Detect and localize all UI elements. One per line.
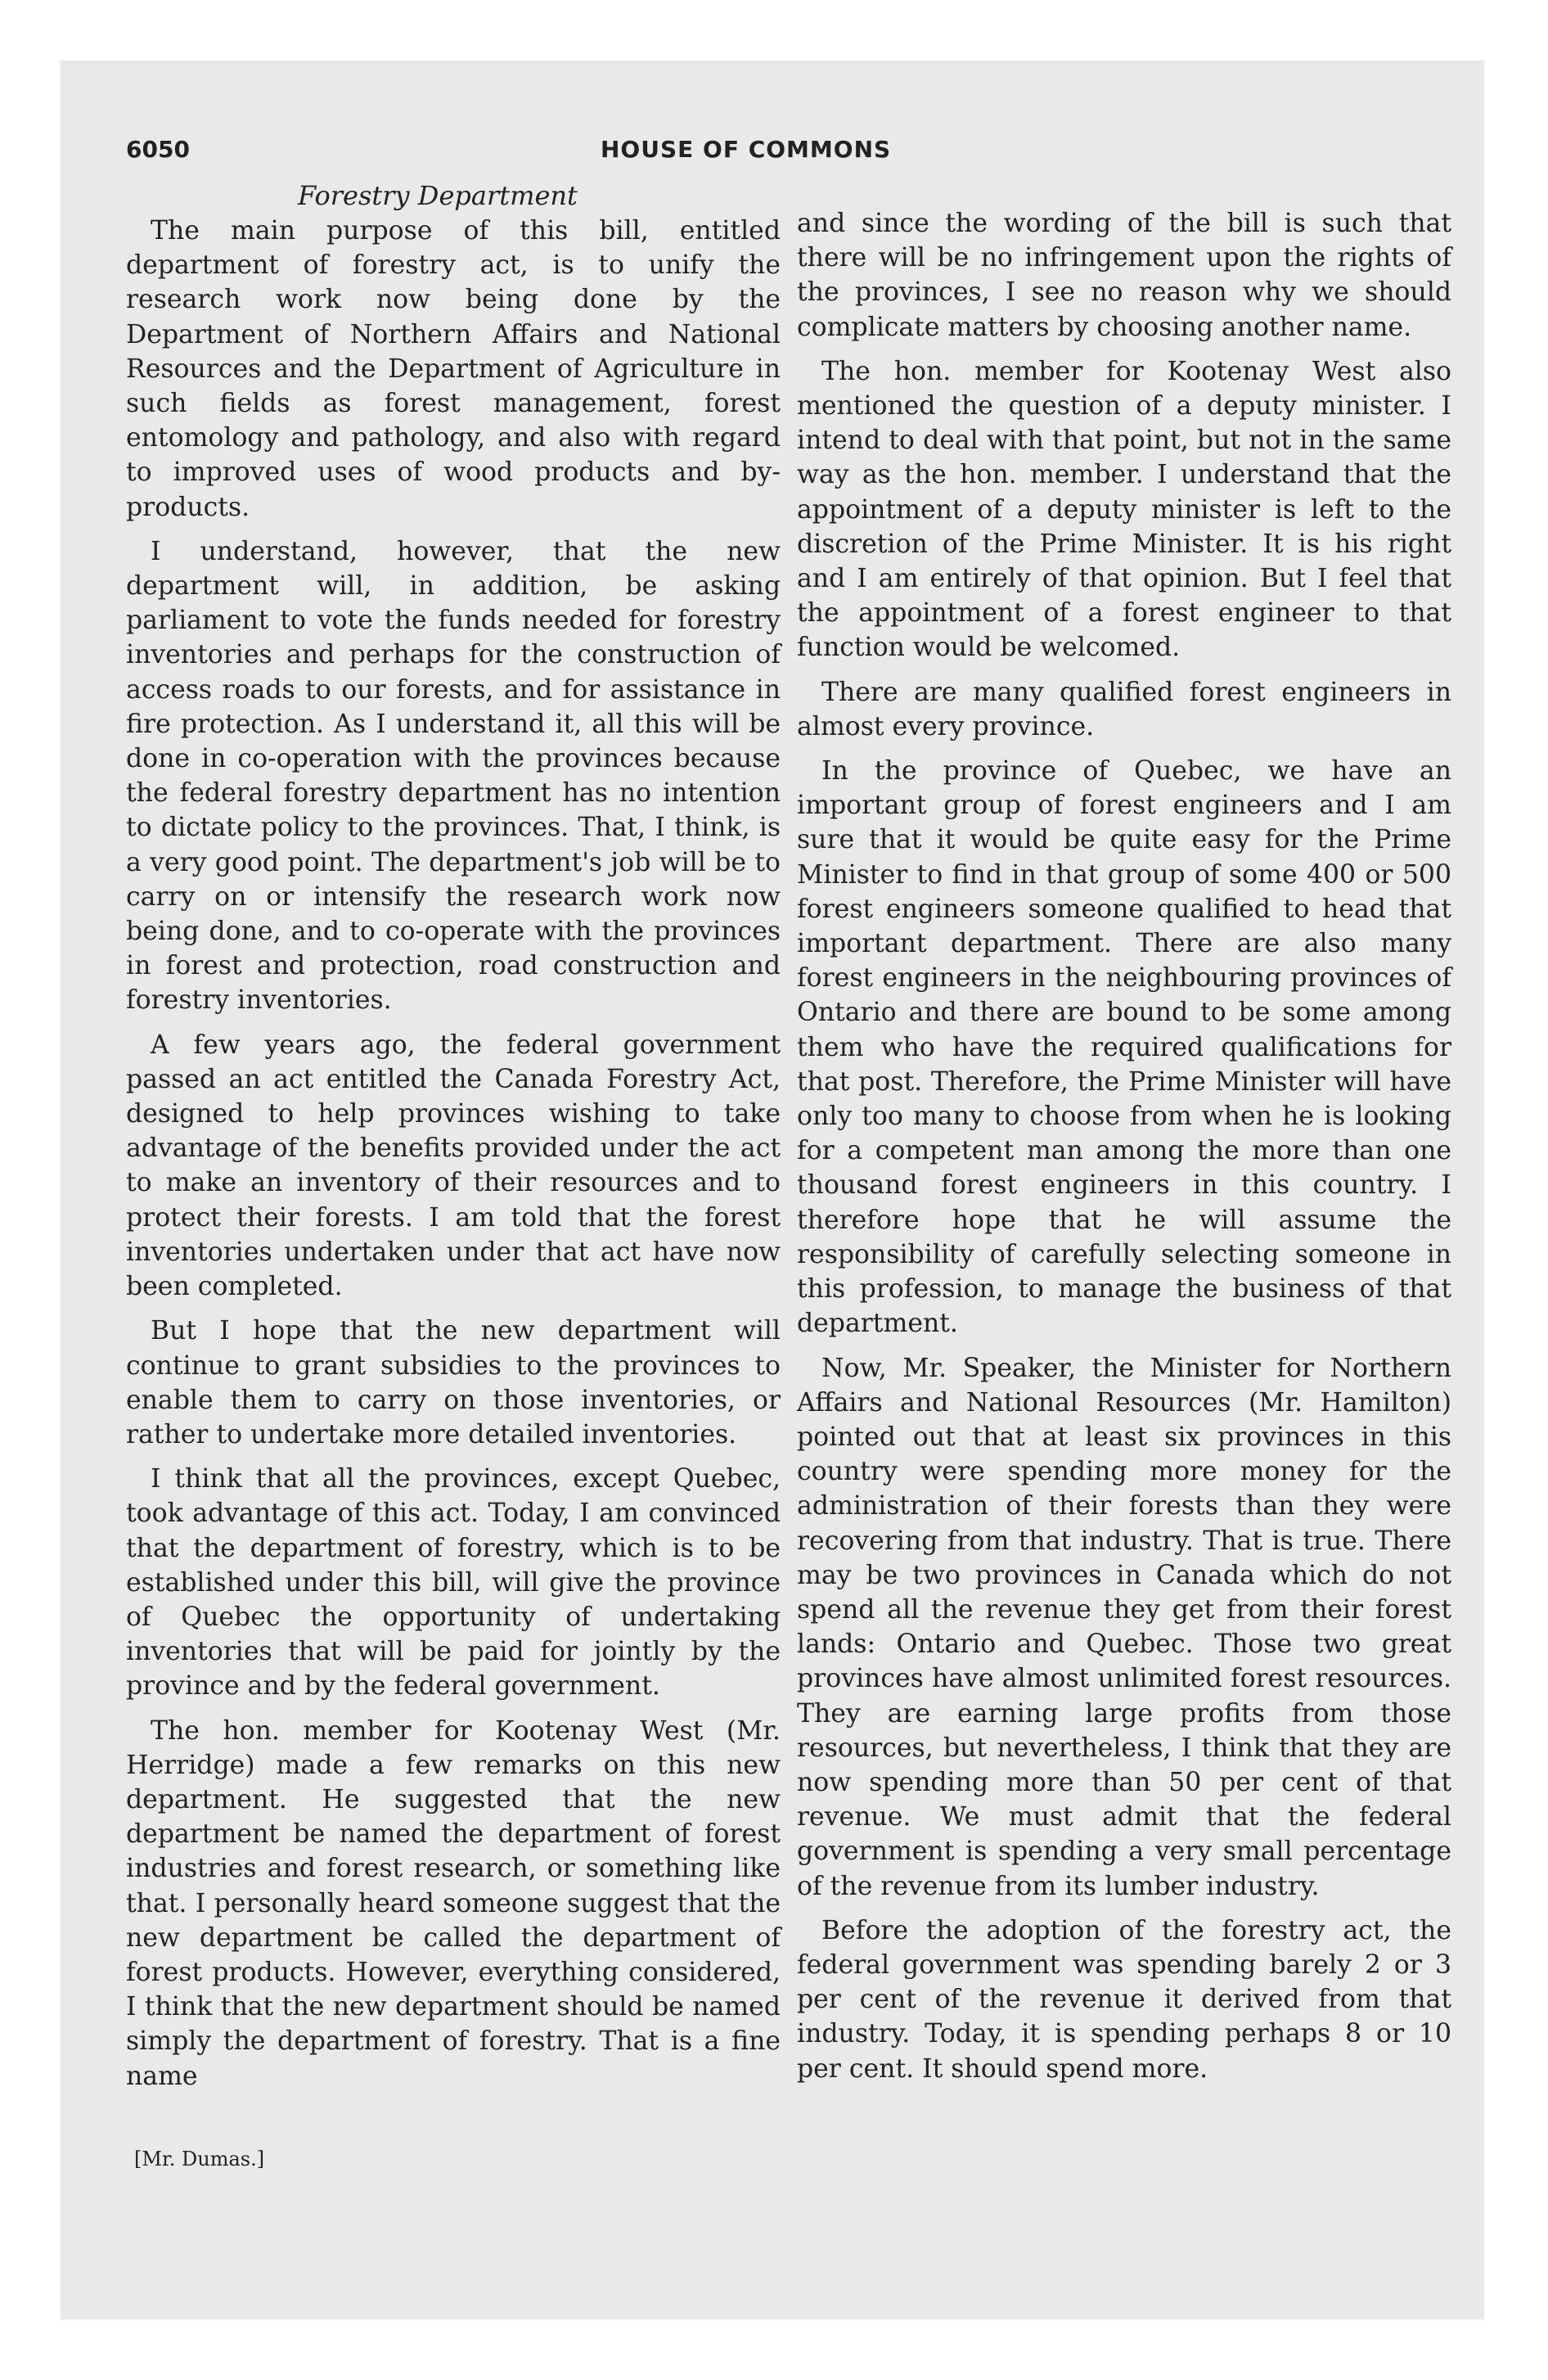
paragraph: I think that all the provinces, except Quebec, took advantage of this act. Today, I am convinced that the department of forestry, which is to be established under this bill, will give the province of Quebec the opportunity of undertaking inventories that will be paid for jointly by the province and by the federal government.: [126, 1464, 781, 1702]
left-column: [126, 179, 781, 2103]
paragraph: But I hope that the new department will continue to grant subsidies to the provinces to enable them to carry on those inventories, or rather to undertake more detailed inventories.: [126, 1316, 781, 1449]
paragraph: The hon. member for Kootenay West also mentioned the question of a deputy minister. I intend to deal with that point, but not in the same way as the hon. member. I understand that the appointment of a deputy minister is left to the discretion of the Prime Minister. It is his right and I am entirely of that opinion. But I feel that the appointment of a forest engineer to that function would be welcomed.: [797, 356, 1451, 663]
paragraph: In the province of Quebec, we have an important group of forest engineers and I am sure that it would be quite easy for the Prime Minister to find in that group of some 400 or 500 forest engineers someone qualified to head that important department. There are also many forest engineers in the neighbouring provinces of Ontario and there are bound to be some among them who have the required qualifications for that post. Therefore, the Prime Minister will have only too many to choose from when he is looking for a competent man among the more than one thousand forest engineers in this country. I therefore hope that he will assume the responsibility of carefully selecting someone in this profession, to manage the business of that department.: [797, 756, 1451, 1339]
paragraph: Now, Mr. Speaker, the Minister for Northern Affairs and National Resources (Mr. Hamilton) pointed out that at least six provinces in this country were spending more money for the administration of their forests than they were recovering from that industry. That is true. There may be two provinces in Canada which do not spend all the revenue they get from their forest lands: Ontario and Quebec. Those two great provinces have almost unlimited forest resources. They are earning large profits from those resources, but nevertheless, I think that they are now spending more than 50 per cent of that revenue. We must admit that the federal government is spending a very small percentage of the revenue from its lumber industry.: [797, 1353, 1451, 1901]
right-column: [797, 206, 1451, 2096]
paragraph: The main purpose of this bill, entitled department of forestry act, is to unify the research work now being done by the Department of Northern Affairs and National Resources and the Department of Agriculture in such fields as forest management, forest entomology and pathology, and also with regard to improved uses of wood products and by-products.: [126, 216, 781, 522]
paragraph: The hon. member for Kootenay West (Mr. Herridge) made a few remarks on this new department. He suggested that the new department be named the department of forest industries and forest research, or something like that. I personally heard someone suggest that the new department be called the department of forest products. However, everything considered, I think that the new department should be named simply the department of forestry. That is a fine name: [126, 1715, 781, 2091]
paragraph: and since the wording of the bill is such that there will be no infringement upon the rights of the provinces, I see no reason why we should complicate matters by choosing another name.: [797, 209, 1451, 342]
paragraph: Before the adoption of the forestry act, the federal government was spending barely 2 or 3 per cent of the revenue it derived from that industry. Today, it is spending perhaps 8 or 10 per cent. It should spend more.: [797, 1915, 1451, 2084]
paragraph: There are many qualified forest engineers in almost every province.: [797, 677, 1451, 741]
running-head: HOUSE OF COMMONS: [601, 136, 892, 163]
section-title: Forestry Department: [298, 180, 578, 211]
scanned-page: [61, 61, 1484, 2319]
paragraph: A few years ago, the federal government passed an act entitled the Canada Forestry Act, designed to help provinces wishing to take advantage of the benefits provided under the act to make an inventory of their resources and to protect their forests. I am told that the forest inventories undertaken under that act have now been completed.: [126, 1030, 781, 1302]
page-number: 6050: [126, 136, 190, 163]
paragraph: I understand, however, that the new department will, in addition, be asking parliament to vote the funds needed for forestry inventories and perhaps for the construction of access roads to our forests, and for assistance in fire protection. As I understand it, all this will be done in co-operation with the provinces because the federal forestry department has no intention to dictate policy to the provinces. That, I think, is a very good point. The department's job will be to carry on or intensify the research work now being done, and to co-operate with the provinces in forest and protection, road construction and forestry inventories.: [126, 536, 781, 1016]
speaker-attribution: [Mr. Dumas.]: [134, 2148, 265, 2170]
